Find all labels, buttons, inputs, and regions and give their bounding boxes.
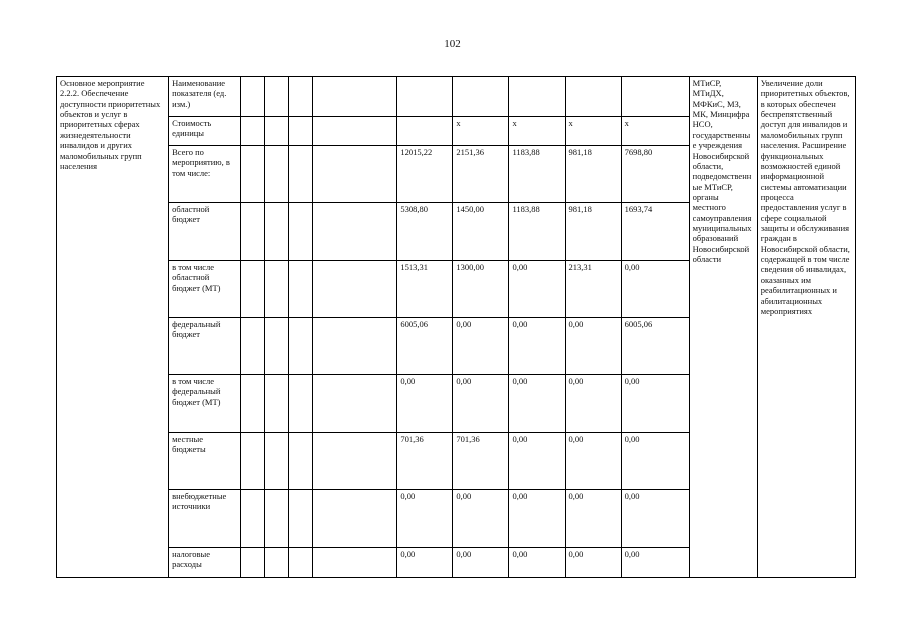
value-cell: 0,00: [565, 318, 621, 375]
empty-cell: [289, 490, 313, 548]
value-cell: 7698,80: [621, 146, 689, 203]
empty-cell: [241, 203, 265, 261]
value-cell: 981,18: [565, 203, 621, 261]
empty-cell: [289, 77, 313, 117]
empty-cell: [289, 318, 313, 375]
value-cell: 1693,74: [621, 203, 689, 261]
value-cell: 0,00: [509, 548, 565, 578]
indicator-label-cell: местные бюджеты: [169, 433, 241, 490]
value-cell: 0,00: [565, 375, 621, 433]
value-cell: [397, 117, 453, 146]
empty-cell: [313, 375, 397, 433]
empty-cell: [265, 490, 289, 548]
empty-cell: [313, 433, 397, 490]
value-cell: 0,00: [621, 375, 689, 433]
empty-cell: [313, 261, 397, 318]
empty-cell: [265, 203, 289, 261]
empty-cell: [241, 490, 265, 548]
value-cell: 0,00: [621, 433, 689, 490]
indicator-label-cell: налоговые расходы: [169, 548, 241, 578]
value-cell: 981,18: [565, 146, 621, 203]
empty-cell: [241, 261, 265, 318]
value-cell: [509, 77, 565, 117]
value-cell: 1183,88: [509, 203, 565, 261]
empty-cell: [313, 117, 397, 146]
empty-cell: [313, 146, 397, 203]
table-row: [57, 77, 856, 117]
value-cell: 0,00: [509, 490, 565, 548]
empty-cell: [241, 77, 265, 117]
value-cell: 0,00: [453, 375, 509, 433]
value-cell: 0,00: [453, 548, 509, 578]
value-cell: 1450,00: [453, 203, 509, 261]
value-cell: х: [565, 117, 621, 146]
value-cell: 0,00: [565, 433, 621, 490]
empty-cell: [241, 318, 265, 375]
value-cell: 0,00: [565, 490, 621, 548]
value-cell: 213,31: [565, 261, 621, 318]
empty-cell: [289, 548, 313, 578]
value-cell: 0,00: [397, 375, 453, 433]
value-cell: 701,36: [397, 433, 453, 490]
value-cell: 0,00: [509, 433, 565, 490]
value-cell: 0,00: [509, 261, 565, 318]
indicator-label-cell: в том числе федеральный бюджет (МТ): [169, 375, 241, 433]
value-cell: х: [509, 117, 565, 146]
empty-cell: [265, 375, 289, 433]
empty-cell: [289, 375, 313, 433]
empty-cell: [313, 203, 397, 261]
value-cell: 1183,88: [509, 146, 565, 203]
value-cell: 0,00: [621, 548, 689, 578]
empty-cell: [313, 490, 397, 548]
empty-cell: [289, 203, 313, 261]
empty-cell: [289, 117, 313, 146]
empty-cell: [241, 146, 265, 203]
value-cell: [621, 77, 689, 117]
value-cell: х: [453, 117, 509, 146]
value-cell: 0,00: [621, 261, 689, 318]
empty-cell: [265, 77, 289, 117]
value-cell: 0,00: [565, 548, 621, 578]
value-cell: 0,00: [453, 490, 509, 548]
value-cell: [565, 77, 621, 117]
page-number: 102: [444, 38, 461, 50]
indicator-label-cell: внебюджетные источники: [169, 490, 241, 548]
value-cell: 0,00: [509, 375, 565, 433]
empty-cell: [265, 318, 289, 375]
empty-cell: [265, 433, 289, 490]
empty-cell: [265, 117, 289, 146]
value-cell: 2151,36: [453, 146, 509, 203]
empty-cell: [313, 77, 397, 117]
value-cell: [397, 77, 453, 117]
empty-cell: [241, 375, 265, 433]
value-cell: 6005,06: [397, 318, 453, 375]
indicator-label-cell: Всего по мероприятию, в том числе:: [169, 146, 241, 203]
empty-cell: [241, 433, 265, 490]
value-cell: 1513,31: [397, 261, 453, 318]
empty-cell: [313, 318, 397, 375]
empty-cell: [289, 433, 313, 490]
indicator-label-cell: областной бюджет: [169, 203, 241, 261]
empty-cell: [241, 548, 265, 578]
indicator-label-cell: федеральный бюджет: [169, 318, 241, 375]
value-cell: 0,00: [621, 490, 689, 548]
expected-result-cell: Увеличение доли приоритетных объектов, в которых обеспечен беспрепятственный доступ для инвалидов и маломобильных групп населения. Расширение функциональных возможностей единой информационной системы автоматизации процесса предоставления услуг в сфере социальной защиты и обслуживания граждан в Новосибирской области, содержащей в том числе сведения об инвалидах, оказанных им реабилитационных и абилитационных мероприятиях: [757, 77, 855, 578]
value-cell: х: [621, 117, 689, 146]
empty-cell: [241, 117, 265, 146]
indicator-label-cell: в том числе областной бюджет (МТ): [169, 261, 241, 318]
value-cell: 6005,06: [621, 318, 689, 375]
activity-name-cell: Основное мероприятие 2.2.2. Обеспечение доступности приоритетных объектов и услуг в приоритетных сферах жизнедеятельности инвалидов и других маломобильных групп населения: [57, 77, 169, 578]
indicator-label-cell: Стоимость единицы: [169, 117, 241, 146]
empty-cell: [265, 261, 289, 318]
value-cell: 701,36: [453, 433, 509, 490]
empty-cell: [289, 146, 313, 203]
indicator-label-cell: Наименование показателя (ед. изм.): [169, 77, 241, 117]
value-cell: 0,00: [397, 490, 453, 548]
value-cell: 5308,80: [397, 203, 453, 261]
empty-cell: [265, 146, 289, 203]
value-cell: 0,00: [397, 548, 453, 578]
value-cell: [453, 77, 509, 117]
value-cell: 1300,00: [453, 261, 509, 318]
value-cell: 12015,22: [397, 146, 453, 203]
program-activity-table: [56, 76, 856, 578]
executors-cell: МТиСР, МТиДХ, МФКиС, МЗ, МК, Минцифра НСО, государственные учреждения Новосибирской области, подведомственные МТиСР, органы местного самоуправления муниципальных образований Новосибирской области: [689, 77, 757, 578]
empty-cell: [289, 261, 313, 318]
empty-cell: [265, 548, 289, 578]
value-cell: 0,00: [509, 318, 565, 375]
empty-cell: [313, 548, 397, 578]
value-cell: 0,00: [453, 318, 509, 375]
